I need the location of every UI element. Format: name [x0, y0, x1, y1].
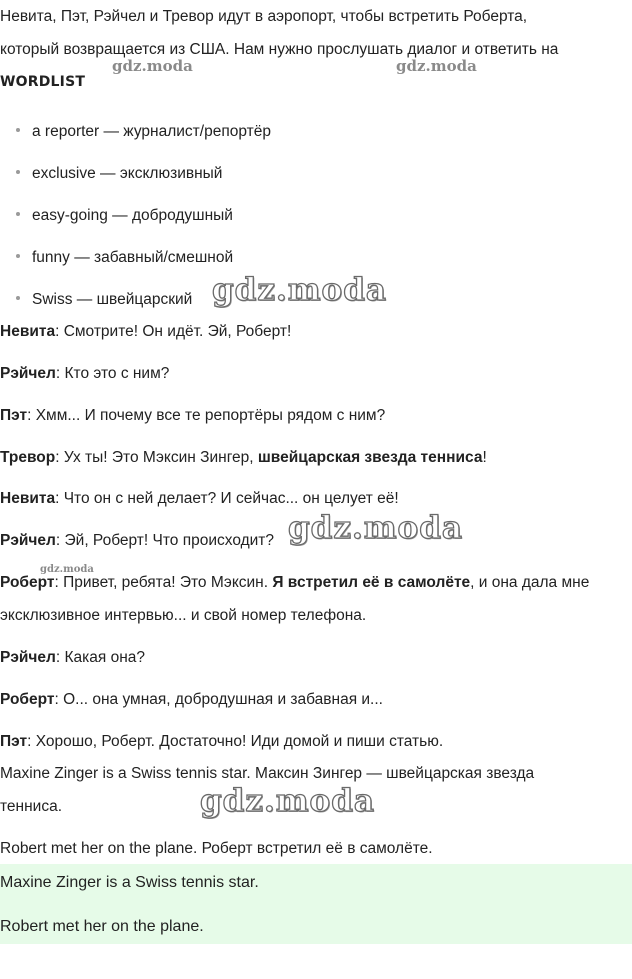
intro-line-2: который возвращается из США. Нам нужно прослушать диалог и ответить на: [0, 41, 559, 58]
speaker: Рэйчел: [0, 365, 56, 382]
dialogue-line: Пэт: Хорошо, Роберт. Достаточно! Иди домой и пиши статью.: [0, 733, 444, 750]
speaker: Пэт: [0, 733, 28, 750]
bullet-icon: [16, 128, 20, 132]
dialogue-line: Роберт: О... она умная, добродушная и забавная и...: [0, 691, 383, 708]
dialogue-line: Рэйчел: Кто это с ним?: [0, 365, 170, 382]
bullet-icon: [16, 254, 20, 258]
dialogue-line: Рэйчел: Какая она?: [0, 649, 146, 666]
watermark: gdz.moda: [40, 564, 94, 575]
bullet-icon: [16, 296, 20, 300]
speaker: Невита: [0, 323, 56, 340]
wordlist-heading: WORDLIST: [0, 74, 86, 90]
answer-2: Robert met her on the plane.: [0, 918, 204, 935]
intro-line-1: Невита, Пэт, Рэйчел и Тревор идут в аэропорт, чтобы встретить Роберта,: [0, 8, 528, 25]
watermark: gdz.moda: [288, 510, 463, 546]
watermark: gdz.moda: [200, 783, 375, 819]
dialogue-line: Пэт: Хмм... И почему все те репортёры рядом с ним?: [0, 407, 386, 424]
speaker: Рэйчел: [0, 649, 56, 666]
list-item: easy-going — добродушный: [16, 206, 233, 226]
answer-box: [0, 864, 632, 944]
list-item: Swiss — швейцарский: [16, 290, 192, 310]
speaker: Рэйчел: [0, 532, 56, 549]
list-item: exclusive — эксклюзивный: [16, 164, 222, 184]
dialogue-line: Рэйчел: Эй, Роберт! Что происходит?: [0, 532, 275, 549]
answer-1: Maxine Zinger is a Swiss tennis star.: [0, 874, 259, 891]
speaker: Невита: [0, 490, 56, 507]
list-item: funny — забавный/смешной: [16, 248, 233, 268]
dialogue-line-continuation: эксклюзивное интервью... и свой номер телефона.: [0, 607, 367, 624]
translation-1-line-1: Maxine Zinger is a Swiss tennis star. Максин Зингер — швейцарская звезда: [0, 765, 535, 782]
speaker: Роберт: [0, 574, 55, 591]
dialogue-line: Тревор: Ух ты! Это Мэксин Зингер, швейцарская звезда тенниса!: [0, 449, 487, 466]
bullet-icon: [16, 212, 20, 216]
bullet-icon: [16, 170, 20, 174]
translation-2: Robert met her on the plane. Роберт встретил её в самолёте.: [0, 840, 433, 857]
watermark: gdz.moda: [112, 57, 193, 75]
dialogue-line: Невита: Что он с ней делает? И сейчас... он целует её!: [0, 490, 399, 507]
speaker: Роберт: [0, 691, 55, 708]
speaker: Пэт: [0, 407, 28, 424]
dialogue-line: Роберт: Привет, ребята! Это Мэксин. Я встретил её в самолёте, и она дала мне: [0, 574, 590, 591]
dialogue-line: Невита: Смотрите! Он идёт. Эй, Роберт!: [0, 323, 292, 340]
list-item: a reporter — журналист/репортёр: [16, 122, 271, 142]
speaker: Тревор: [0, 449, 56, 466]
translation-1-line-2: тенниса.: [0, 798, 62, 815]
watermark: gdz.moda: [212, 272, 387, 308]
watermark: gdz.moda: [396, 57, 477, 75]
